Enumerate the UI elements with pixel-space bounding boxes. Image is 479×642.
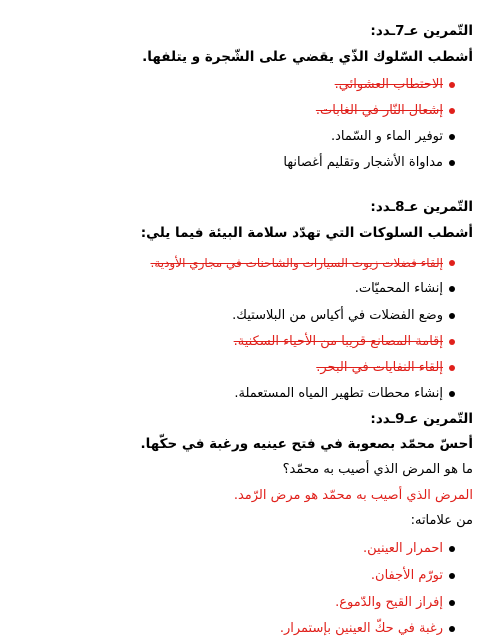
ex8-bullet-3: [449, 313, 455, 319]
ex8-item-6: إنشاء محطات تطهير المياه المستعملة.: [234, 386, 443, 401]
ex9-sign-2: تورّم الأجفان.: [370, 568, 443, 583]
ex9-sign-bullet-2: [449, 573, 455, 579]
ex8-item-1: إلقاء فضلات زيوت السيارات والشاحنات في مجاري الأودية.: [150, 256, 443, 270]
ex7-bullet-2: [449, 108, 455, 114]
ex7-bullet-4: [449, 160, 455, 166]
ex7-bullet-1: [449, 82, 455, 88]
ex8-heading: التّمرين عـ8ـدد:: [370, 199, 473, 215]
ex9-answer-1: المرض الذي أصيب به محمّد هو مرض الرّمد.: [233, 488, 473, 503]
ex8-bullet-2: [449, 286, 455, 292]
ex9-question-1: ما هو المرض الذي أصيب به محمّد؟: [282, 462, 473, 477]
ex8-item-5: إلقاء النفايات في البحر.: [316, 360, 443, 375]
ex9-question-2: من علاماته:: [410, 513, 473, 528]
ex8-item-2: إنشاء المحميّات.: [354, 281, 443, 296]
ex9-sign-bullet-3: [449, 600, 455, 606]
ex7-heading: التّمرين عـ7ـدد:: [370, 23, 473, 39]
ex7-item-2: إشعال النّار في الغابات.: [315, 103, 443, 118]
ex9-sign-bullet-1: [449, 546, 455, 552]
ex9-sign-bullet-4: [449, 626, 455, 632]
ex8-bullet-1: [449, 260, 455, 266]
ex8-item-4: إقامة المصانع قريبا من الأحياء السكنية.: [233, 334, 443, 349]
ex8-bullet-5: [449, 365, 455, 371]
ex9-sign-1: احمرار العينين.: [363, 541, 443, 556]
ex7-item-3: توفير الماء و السّماد.: [330, 129, 443, 144]
ex7-bullet-3: [449, 134, 455, 140]
ex7-question: أشطب السّلوك الذّي يقضي على الشّجرة و يتلفها.: [142, 49, 473, 65]
ex9-sign-4: رغبة في حكّ العينين بإستمرار.: [279, 621, 443, 636]
ex8-bullet-4: [449, 339, 455, 345]
ex8-bullet-6: [449, 391, 455, 397]
ex7-item-4: مداواة الأشجار وتقليم أغصانها: [283, 155, 443, 170]
ex8-question: أشطب السلوكات التي تهدّد سلامة البيئة فيما يلي:: [140, 225, 473, 241]
ex9-heading: التّمرين عـ9ـدد:: [370, 411, 473, 427]
ex9-question: أحسّ محمّد بصعوبة في فتح عينيه ورغبة في حكّها.: [140, 436, 473, 452]
ex8-item-3: وضع الفضلات في أكياس من البلاستيك.: [232, 308, 443, 323]
ex9-sign-3: إفراز القيح والدّموع.: [335, 595, 443, 610]
ex7-item-1: الاحتطاب العشوائي.: [334, 77, 443, 92]
